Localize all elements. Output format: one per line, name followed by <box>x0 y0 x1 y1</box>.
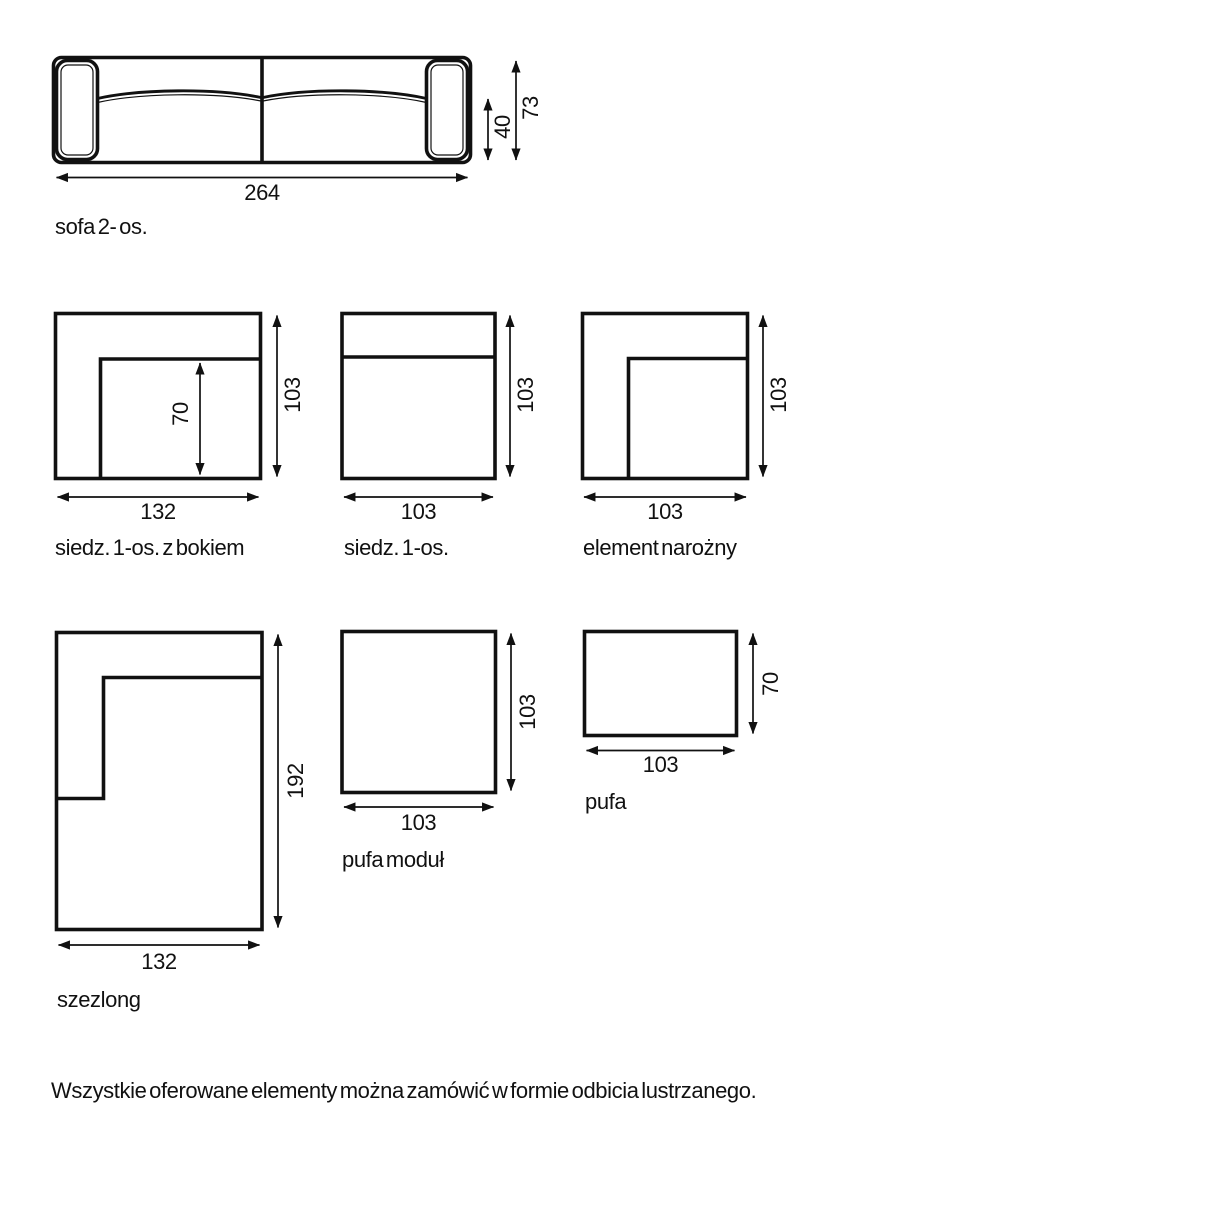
caption-pouf-module: pufa moduł <box>342 847 444 872</box>
dim-sofa-seat-depth: 40 <box>489 115 515 139</box>
seat-with-side-outline <box>56 314 261 479</box>
dim-seat-depth: 103 <box>513 377 538 413</box>
dim-pouf-width: 103 <box>642 751 679 777</box>
pouf-module-outline <box>342 632 496 793</box>
sofa-armrest-right <box>427 61 468 160</box>
dim-seatside-depth: 103 <box>280 377 305 413</box>
corner-element-outline <box>583 314 748 479</box>
dim-pouf-module-width: 103 <box>400 810 437 835</box>
sofa-top-view-drawing <box>54 58 517 178</box>
pouf-drawing <box>585 632 754 751</box>
dim-corner-depth: 103 <box>766 377 791 413</box>
dim-seat-width: 103 <box>400 498 437 524</box>
chaise-inner-edge <box>57 678 262 799</box>
caption-corner: element narożny <box>583 535 737 560</box>
caption-chaise: szezlong <box>57 987 141 1012</box>
dim-corner-width: 103 <box>647 498 683 524</box>
sofa-armrest-left <box>57 61 98 160</box>
mirror-order-note: Wszystkie oferowane elementy można zamówić w formie odbicia lustrzanego. <box>51 1078 757 1103</box>
seat-single-outline <box>342 314 495 479</box>
chaise-drawing <box>57 633 279 946</box>
dim-chaise-depth: 192 <box>283 763 308 799</box>
seat-with-side-drawing <box>56 314 278 498</box>
seat-single-drawing <box>342 314 510 498</box>
caption-sofa: sofa 2- os. <box>55 214 148 239</box>
dim-sofa-depth: 73 <box>518 96 543 120</box>
caption-pouf: pufa <box>585 789 627 814</box>
dim-chaise-width: 132 <box>141 948 177 974</box>
caption-seat: siedz. 1-os. <box>344 535 449 560</box>
pouf-outline <box>585 632 737 736</box>
dim-sofa-width: 264 <box>244 180 280 205</box>
corner-element-inner-edge <box>629 359 748 479</box>
pouf-module-drawing <box>342 632 511 808</box>
corner-element-drawing <box>583 314 764 498</box>
dim-seatside-seat-depth: 70 <box>168 402 193 426</box>
dim-pouf-depth: 70 <box>757 671 783 696</box>
caption-seatside: siedz. 1-os. z bokiem <box>55 535 245 560</box>
dim-pouf-module-depth: 103 <box>514 694 540 730</box>
dim-seatside-width: 132 <box>140 498 176 524</box>
